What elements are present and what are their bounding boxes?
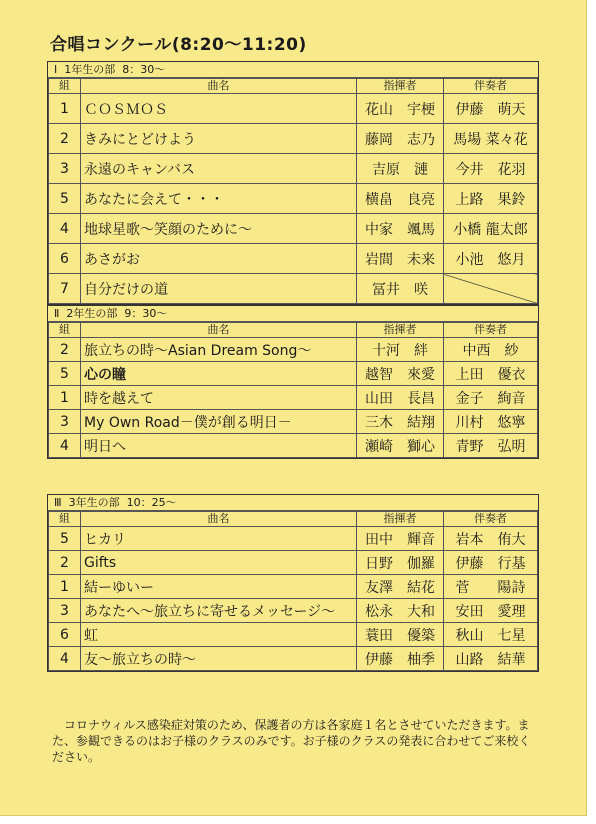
- program-table: [48, 511, 538, 671]
- group-number: 2: [49, 551, 81, 575]
- conductor-name: 越智 來愛: [357, 362, 444, 386]
- song-title: ＣＯＳＭＯＳ: [81, 94, 357, 124]
- accompanist-name: 山路 結華: [444, 647, 538, 671]
- accompanist-name: 秋山 七星: [444, 623, 538, 647]
- conductor-name: 伊藤 柚季: [357, 647, 444, 671]
- table-row: [49, 551, 538, 575]
- program-table: [48, 78, 538, 304]
- conductor-name: 岩間 未来: [357, 244, 444, 274]
- table-row: [49, 214, 538, 244]
- conductor-name: 冨井 咲: [357, 274, 444, 304]
- conductor-name: 山田 長昌: [357, 386, 444, 410]
- accompanist-name: 伊藤 行基: [444, 551, 538, 575]
- conductor-name: 友澤 結花: [357, 575, 444, 599]
- group-number: 5: [49, 184, 81, 214]
- accompanist-name: 岩本 侑大: [444, 527, 538, 551]
- section-heading: Ⅰ 1年生の部 8：30〜: [48, 62, 538, 78]
- song-title: 永遠のキャンバス: [81, 154, 357, 184]
- group-number: 4: [49, 434, 81, 458]
- header-conductor: 指揮者: [357, 79, 444, 94]
- table-header-row: [49, 79, 538, 94]
- table-row: [49, 434, 538, 458]
- table-row: [49, 362, 538, 386]
- accompanist-name: 青野 弘明: [444, 434, 538, 458]
- group-number: 1: [49, 94, 81, 124]
- conductor-name: 瀬崎 獅心: [357, 434, 444, 458]
- accompanist-name: 小池 悠月: [444, 244, 538, 274]
- table-row: [49, 575, 538, 599]
- covid-notice: コロナウィルス感染症対策のため、保護者の方は各家庭１名とさせていただきます。また、参観できるのはお子様のクラスのみです。お子様のクラスの発表に合わせてご来校ください。: [52, 718, 531, 764]
- section-grade-1: [47, 61, 539, 305]
- group-number: 6: [49, 623, 81, 647]
- group-number: 2: [49, 124, 81, 154]
- table-row: [49, 527, 538, 551]
- header-song: 曲名: [81, 512, 357, 527]
- conductor-name: 吉原 漣: [357, 154, 444, 184]
- song-title: 明日へ: [81, 434, 357, 458]
- group-number: 3: [49, 599, 81, 623]
- group-number: 1: [49, 575, 81, 599]
- table-row: [49, 154, 538, 184]
- header-accompanist: 伴奏者: [444, 323, 538, 338]
- header-song: 曲名: [81, 323, 357, 338]
- song-title: 心の瞳: [81, 362, 357, 386]
- group-number: 6: [49, 244, 81, 274]
- conductor-name: 花山 宇梗: [357, 94, 444, 124]
- song-title: ヒカリ: [81, 527, 357, 551]
- accompanist-name: 金子 絢音: [444, 386, 538, 410]
- section-grade-3: [47, 494, 539, 672]
- song-title: 時を越えて: [81, 386, 357, 410]
- accompanist-name: 川村 悠寧: [444, 410, 538, 434]
- page-title: 合唱コンクール(8:20〜11:20): [50, 35, 307, 55]
- accompanist-name: 上路 果鈴: [444, 184, 538, 214]
- conductor-name: 中家 颯馬: [357, 214, 444, 244]
- song-title: My Own Road－僕が創る明日－: [81, 410, 357, 434]
- accompanist-name: 伊藤 萌天: [444, 94, 538, 124]
- accompanist-name: 中西 紗: [444, 338, 538, 362]
- song-title: 自分だけの道: [81, 274, 357, 304]
- accompanist-name: 小橋 龍太郎: [444, 214, 538, 244]
- table-header-row: [49, 323, 538, 338]
- conductor-name: 横畠 良亮: [357, 184, 444, 214]
- group-number: 4: [49, 647, 81, 671]
- accompanist-name: 馬場 菜々花: [444, 124, 538, 154]
- song-title: Gifts: [81, 551, 357, 575]
- group-number: 1: [49, 386, 81, 410]
- group-number: 5: [49, 527, 81, 551]
- table-row: [49, 184, 538, 214]
- table-row: [49, 124, 538, 154]
- table-row: [49, 410, 538, 434]
- table-header-row: [49, 512, 538, 527]
- header-group: 組: [49, 323, 81, 338]
- header-conductor: 指揮者: [357, 323, 444, 338]
- program-table: [48, 322, 538, 458]
- accompanist-name: 安田 愛理: [444, 599, 538, 623]
- conductor-name: 松永 大和: [357, 599, 444, 623]
- group-number: 4: [49, 214, 81, 244]
- group-number: 7: [49, 274, 81, 304]
- group-number: 3: [49, 154, 81, 184]
- table-row: [49, 244, 538, 274]
- conductor-name: 三木 結翔: [357, 410, 444, 434]
- song-title: 結ーゆいー: [81, 575, 357, 599]
- header-accompanist: 伴奏者: [444, 512, 538, 527]
- table-row: [49, 623, 538, 647]
- section-heading: Ⅱ 2年生の部 9：30〜: [48, 306, 538, 322]
- section-heading: Ⅲ 3年生の部 10：25〜: [48, 495, 538, 511]
- accompanist-name: 上田 優衣: [444, 362, 538, 386]
- song-title: 地球星歌〜笑顔のために〜: [81, 214, 357, 244]
- song-title: きみにとどけよう: [81, 124, 357, 154]
- accompanist-name: 今井 花羽: [444, 154, 538, 184]
- accompanist-name: 菅 陽詩: [444, 575, 538, 599]
- table-row: [49, 386, 538, 410]
- song-title: あなたに会えて・・・: [81, 184, 357, 214]
- group-number: 3: [49, 410, 81, 434]
- song-title: あさがお: [81, 244, 357, 274]
- song-title: 虹: [81, 623, 357, 647]
- song-title: 友〜旅立ちの時〜: [81, 647, 357, 671]
- group-number: 2: [49, 338, 81, 362]
- header-song: 曲名: [81, 79, 357, 94]
- conductor-name: 日野 伽羅: [357, 551, 444, 575]
- header-accompanist: 伴奏者: [444, 79, 538, 94]
- table-row: [49, 647, 538, 671]
- header-conductor: 指揮者: [357, 512, 444, 527]
- conductor-name: 田中 輝音: [357, 527, 444, 551]
- conductor-name: 蓑田 優築: [357, 623, 444, 647]
- conductor-name: 藤岡 志乃: [357, 124, 444, 154]
- group-number: 5: [49, 362, 81, 386]
- table-row: [49, 274, 538, 304]
- section-grade-2: [47, 305, 539, 459]
- table-row: [49, 338, 538, 362]
- conductor-name: 十河 絆: [357, 338, 444, 362]
- song-title: あなたへ〜旅立ちに寄せるメッセージ〜: [81, 599, 357, 623]
- accompanist-name-empty: [444, 274, 538, 304]
- song-title: 旅立ちの時〜Asian Dream Song〜: [81, 338, 357, 362]
- header-group: 組: [49, 512, 81, 527]
- header-group: 組: [49, 79, 81, 94]
- table-row: [49, 94, 538, 124]
- table-row: [49, 599, 538, 623]
